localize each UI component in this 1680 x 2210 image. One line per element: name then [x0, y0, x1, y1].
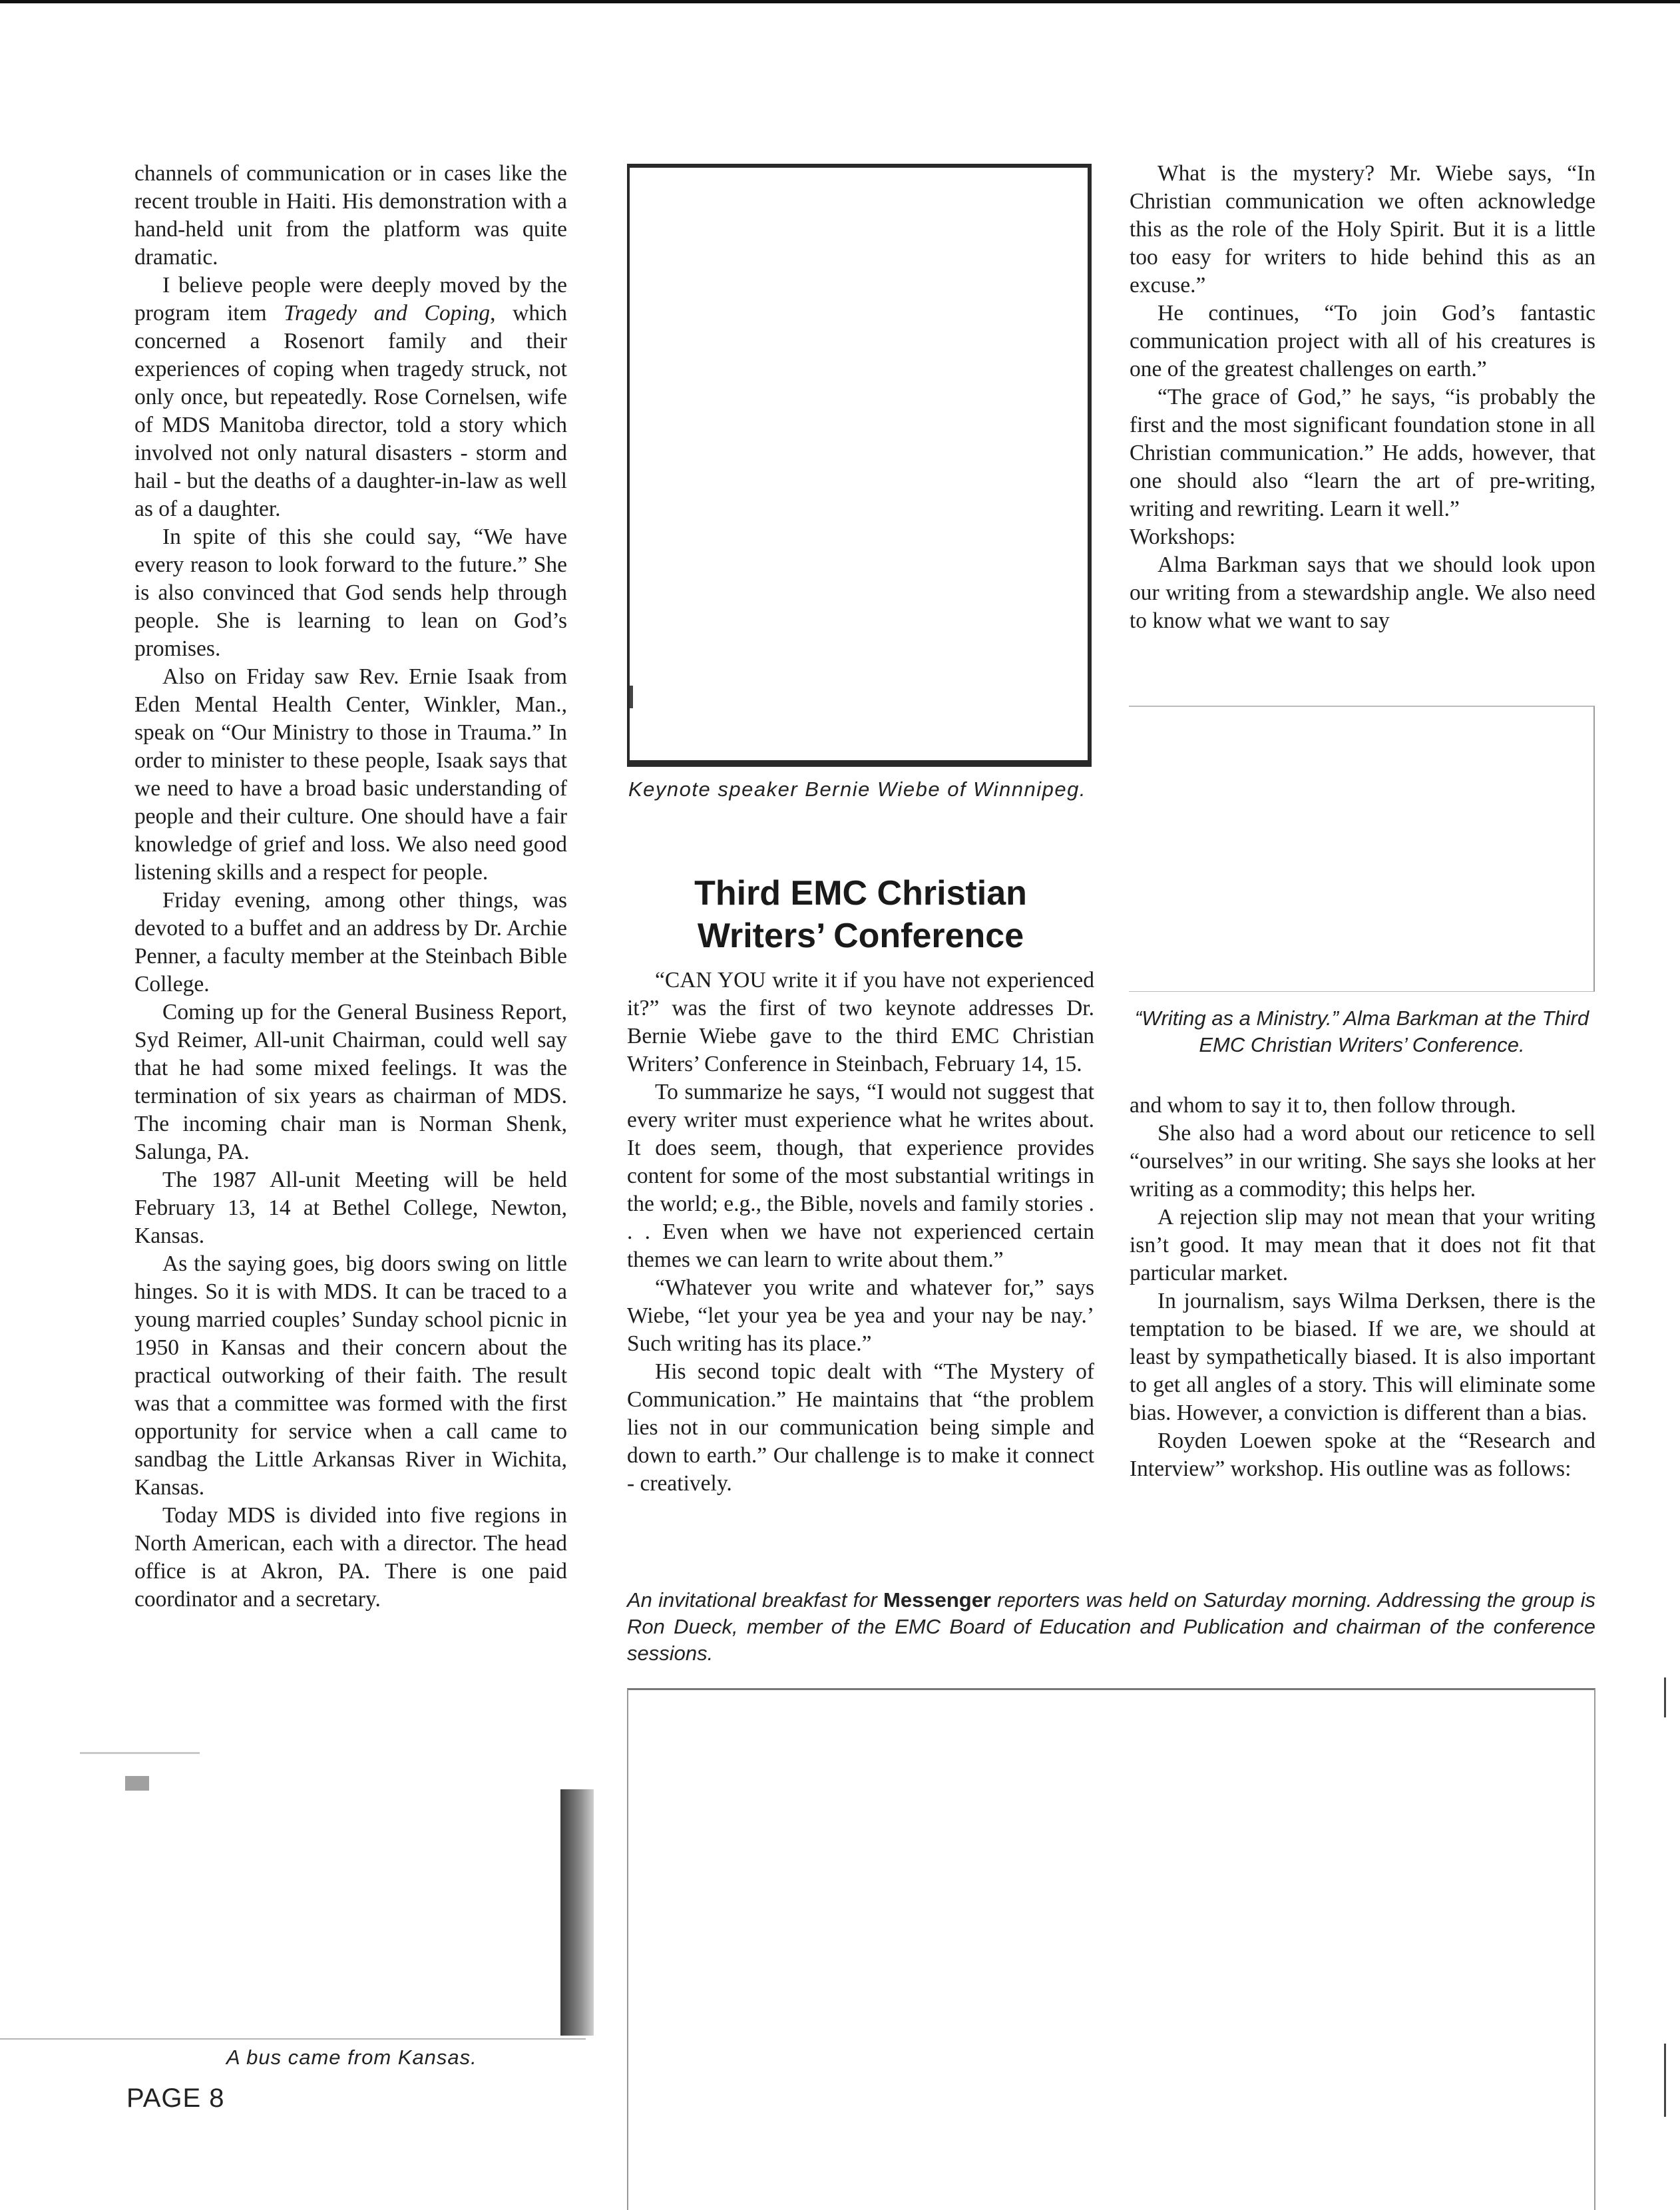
- breakfast-photo-caption: [627, 1587, 1595, 1667]
- keynote-speaker-photo: [627, 164, 1092, 767]
- right-paragraph-2: He continues, “To join God’s fantastic communication project with all of his creatures is one of the greatest challenges on earth.”: [1130, 301, 1595, 381]
- bus-photo-caption: A bus came from Kansas.: [226, 2046, 477, 2069]
- left-paragraph-1: channels of communication or in cases like the recent trouble in Haiti. His demonstration with a hand-held unit from the platform was quite dramatic.: [134, 161, 567, 270]
- right-paragraph-1: What is the mystery? Mr. Wiebe says, “In Christian communication we often acknowledge this as the role of the Holy Spirit. But it is a little too easy for writers to hide behind this as an excuse.”: [1130, 161, 1595, 298]
- middle-paragraph-4: His second topic dealt with “The Mystery of Communication.” He maintains that “the problem lies not in our communication being simple and down to earth.” Our challenge is to make it connect - creatively.: [627, 1359, 1094, 1496]
- right-paragraph-5: She also had a word about our reticence to sell “ourselves” in our writing. She says she looks at her writing as a commodity; this helps her.: [1130, 1121, 1595, 1202]
- middle-paragraph-1: “CAN YOU write it if you have not experienced it?” was the first of two keynote addresses Dr. Bernie Wiebe gave to the third EMC Christian Writers’ Conference in Steinbach, February 14, 15.: [627, 968, 1094, 1076]
- breakfast-photo: [627, 1688, 1595, 2210]
- page-number: PAGE 8: [126, 2084, 225, 2113]
- page-top-border: [0, 0, 1680, 3]
- bus-photo-right-edge: [560, 1789, 594, 2036]
- breakfast-caption-end: reporters was held on Saturday morning. Addressing the group is Ron Dueck, member of the EMC Board of Education and Publication and chairman of the conference sessions.: [627, 1588, 1595, 1665]
- barkman-photo-caption: “Writing as a Ministry.” Alma Barkman at the Third EMC Christian Writers’ Conference.: [1134, 1006, 1589, 1056]
- left-paragraph-4: Also on Friday saw Rev. Ernie Isaak from Eden Mental Health Center, Winkler, Man., speak on “Our Ministry to those in Trauma.” In order to minister to these people, Isaak says that we need to have a broad basic understanding of people and their culture. One should have a fair knowledge of grief and loss. We also need good listening skills and a respect for people.: [134, 664, 567, 885]
- barkman-photo: [1129, 706, 1595, 992]
- left-paragraph-7: The 1987 All-unit Meeting will be held February 13, 14 at Bethel College, Newton, Kansas.: [134, 1168, 567, 1248]
- messenger-title: Messenger: [883, 1588, 991, 1612]
- bus-photo-bottom-rule: [0, 2038, 586, 2040]
- left-column: [134, 160, 567, 1614]
- middle-column: [627, 967, 1094, 1498]
- scan-edge-mark: [1664, 1677, 1666, 1717]
- right-column-bottom: [1130, 1092, 1595, 1483]
- right-paragraph-7: In journalism, says Wilma Derksen, there is the temptation to be biased. If we are, we should at least by sympathetically biased. It is also important to get all angles of a story. This will eliminate some bias. However, a conviction is different than a bias.: [1130, 1289, 1595, 1425]
- bus-photo: [13, 1731, 594, 2038]
- left-paragraph-3: In spite of this she could say, “We have every reason to look forward to the future.” She is also convinced that God sends help through people. She is learning to lean on God’s promises.: [134, 525, 567, 661]
- left-paragraph-6: Coming up for the General Business Report, Syd Reimer, All-unit Chairman, could well say that he had some mixed feelings. It was the termination of six years as chairman of MDS. The incoming chair man is Norman Shenk, Salunga, PA.: [134, 1000, 567, 1164]
- right-paragraph-4: Alma Barkman says that we should look upon our writing from a stewardship angle. We also need to know what we want to say: [1130, 552, 1595, 633]
- keynote-photo-caption: Keynote speaker Bernie Wiebe of Winnnipeg.: [628, 777, 1086, 801]
- left-paragraph-5: Friday evening, among other things, was devoted to a buffet and an address by Dr. Archie Penner, a faculty member at the Steinbach Bible College.: [134, 888, 567, 996]
- middle-paragraph-3: “Whatever you write and whatever for,” says Wiebe, “let your yea be yea and your nay be nay.’ Such writing has its place.”: [627, 1275, 1094, 1356]
- photo-scan-mark: [630, 686, 633, 708]
- article-headline: Third EMC Christian Writers’ Conference: [694, 874, 1027, 955]
- left-paragraph-2: I believe people were deeply moved by the program item Tragedy and Coping, which concerned a Rosenort family and their experiences of coping when tragedy struck, not only once, but repeatedly. Rose Cornelsen, wife of MDS Manitoba director, told a story which involved not only natural disasters - storm and hail - but the deaths of a daughter-in-law as well as of a daughter.: [134, 273, 568, 521]
- middle-paragraph-2: To summarize he says, “I would not suggest that every writer must experience what he writes about. It does seem, though, that experience provides content for some of the most substantial writings in the world; e.g., the Bible, novels and family stories . . . Even when we have not experienced certain themes we can learn to write about them.”: [627, 1080, 1094, 1272]
- right-paragraph-6: A rejection slip may not mean that your writing isn’t good. It may mean that it does not fit that particular market.: [1130, 1205, 1595, 1285]
- workshops-label: Workshops:: [1130, 525, 1236, 549]
- right-column-top: [1130, 160, 1595, 635]
- bus-photo-mark: [125, 1776, 149, 1791]
- left-paragraph-8: As the saying goes, big doors swing on little hinges. So it is with MDS. It can be traced to a young married couples’ Sunday school picnic in 1950 in Kansas and their concern about the practical outworking of their faith. The result was that a committee was formed with the first opportunity for service when a call came to sandbag the Little Arkansas River in Wichita, Kansas.: [134, 1251, 567, 1500]
- bus-photo-edge-mark: [80, 1752, 200, 1754]
- scan-edge-mark-lower: [1664, 2044, 1666, 2117]
- right-paragraph-3: “The grace of God,” he says, “is probably the first and the most significant foundation stone in all Christian communication.” He adds, however, that one should also “learn the art of pre-writing, writing and rewriting. Learn it well.”: [1130, 385, 1595, 521]
- breakfast-caption-start: An invitational breakfast for: [627, 1588, 884, 1612]
- right-paragraph-8: Royden Loewen spoke at the “Research and Interview” workshop. His outline was as follows:: [1130, 1429, 1595, 1481]
- left-paragraph-9: Today MDS is divided into five regions in North American, each with a director. The head office is at Akron, PA. There is one paid coordinator and a secretary.: [134, 1503, 567, 1612]
- right-continued-paragraph: and whom to say it to, then follow through.: [1130, 1093, 1516, 1118]
